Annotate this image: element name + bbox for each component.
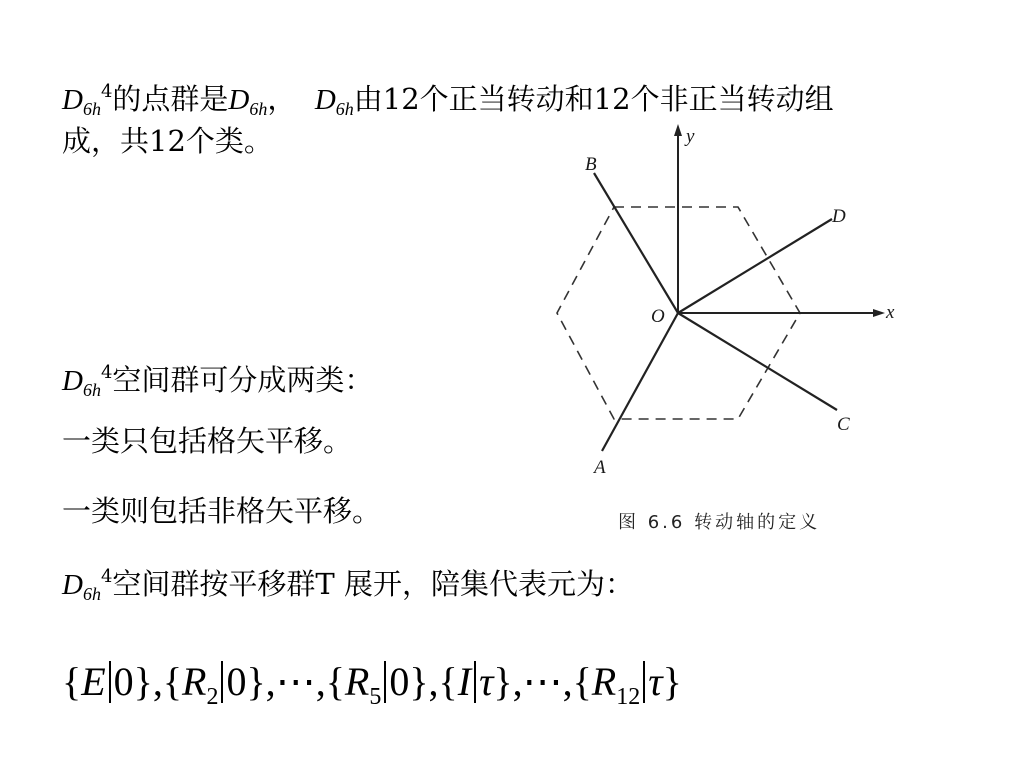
formula-subscript: 2 <box>206 684 219 710</box>
symbol-d: D <box>314 84 336 116</box>
axis-d-line <box>678 219 832 313</box>
text-segment: 的点群是 <box>112 82 229 116</box>
symbol-d: D <box>228 84 250 116</box>
x-axis-arrow <box>873 309 885 317</box>
text-line-lattice-translation: 一类只包括格矢平移。 <box>62 424 353 458</box>
label-y: y <box>686 126 695 147</box>
label-b: B <box>585 154 597 175</box>
formula-bar <box>221 661 223 703</box>
text-segment: 空间群可分成两类： <box>112 363 374 397</box>
symbol-subscript: 6h <box>82 99 101 119</box>
symbol-superscript: 4 <box>100 362 113 383</box>
label-origin: O <box>651 306 665 327</box>
formula-zero: 0 <box>226 659 247 704</box>
symbol-superscript: 4 <box>100 81 113 102</box>
symbol-subscript: 6h <box>335 99 354 119</box>
coset-representatives-formula: {E $0\},\{R_2$ $0\},\cdots,\{R_5$ 0},{I $\tau\},\cdots,\{R_{12}$ τ} <box>62 659 682 710</box>
axis-b-line <box>594 173 678 313</box>
formula-dots: ⋯ <box>275 659 316 704</box>
figure-caption: 图 6.6 转动轴的定义 <box>618 512 821 533</box>
axis-a-line <box>602 313 678 451</box>
symbol-subscript: 6h <box>82 584 101 604</box>
label-c: C <box>837 414 850 435</box>
symbol-superscript: 4 <box>100 566 113 587</box>
symbol-d: D <box>62 569 83 601</box>
formula-subscript: 5 <box>369 684 382 710</box>
y-axis-arrow <box>674 124 682 136</box>
formula-r: R <box>344 659 370 704</box>
formula-r: R <box>591 659 617 704</box>
symbol-subscript: 6h <box>249 99 268 119</box>
symbol-d: D <box>62 84 83 116</box>
formula-bar <box>384 661 386 703</box>
formula-bar <box>109 661 111 703</box>
formula-subscript: 12 <box>616 684 641 710</box>
symbol-subscript: 6h <box>82 380 101 400</box>
text-line-nonlattice-translation: 一类则包括非格矢平移。 <box>62 494 382 528</box>
formula-zero: 0 <box>113 659 134 704</box>
label-a: A <box>594 457 606 478</box>
symbol-d: D <box>62 365 83 397</box>
rotation-axes-diagram <box>545 118 915 498</box>
text-segment: 空间群按平移群T 展开，陪集代表元为： <box>112 567 634 601</box>
formula-bar <box>474 661 476 703</box>
text-segment: 由12个正当转动和12个非正当转动组 <box>353 82 834 116</box>
text-line-coset-expansion <box>62 560 634 611</box>
label-d: D <box>832 206 846 227</box>
formula-zero: 0 <box>389 659 410 704</box>
formula-i: I <box>457 659 472 704</box>
formula-tau: τ <box>648 659 663 704</box>
label-x: x <box>886 302 895 323</box>
formula-e: E <box>81 659 106 704</box>
axis-c-line <box>678 313 837 410</box>
text-line-two-kinds <box>62 356 373 407</box>
formula-bar <box>643 661 645 703</box>
formula-dots: ⋯ <box>522 659 563 704</box>
text-line-classes: 成，共12个类。 <box>62 124 273 158</box>
formula-r: R <box>182 659 207 704</box>
text-segment: ， <box>267 82 297 116</box>
formula-tau: τ <box>479 659 494 704</box>
